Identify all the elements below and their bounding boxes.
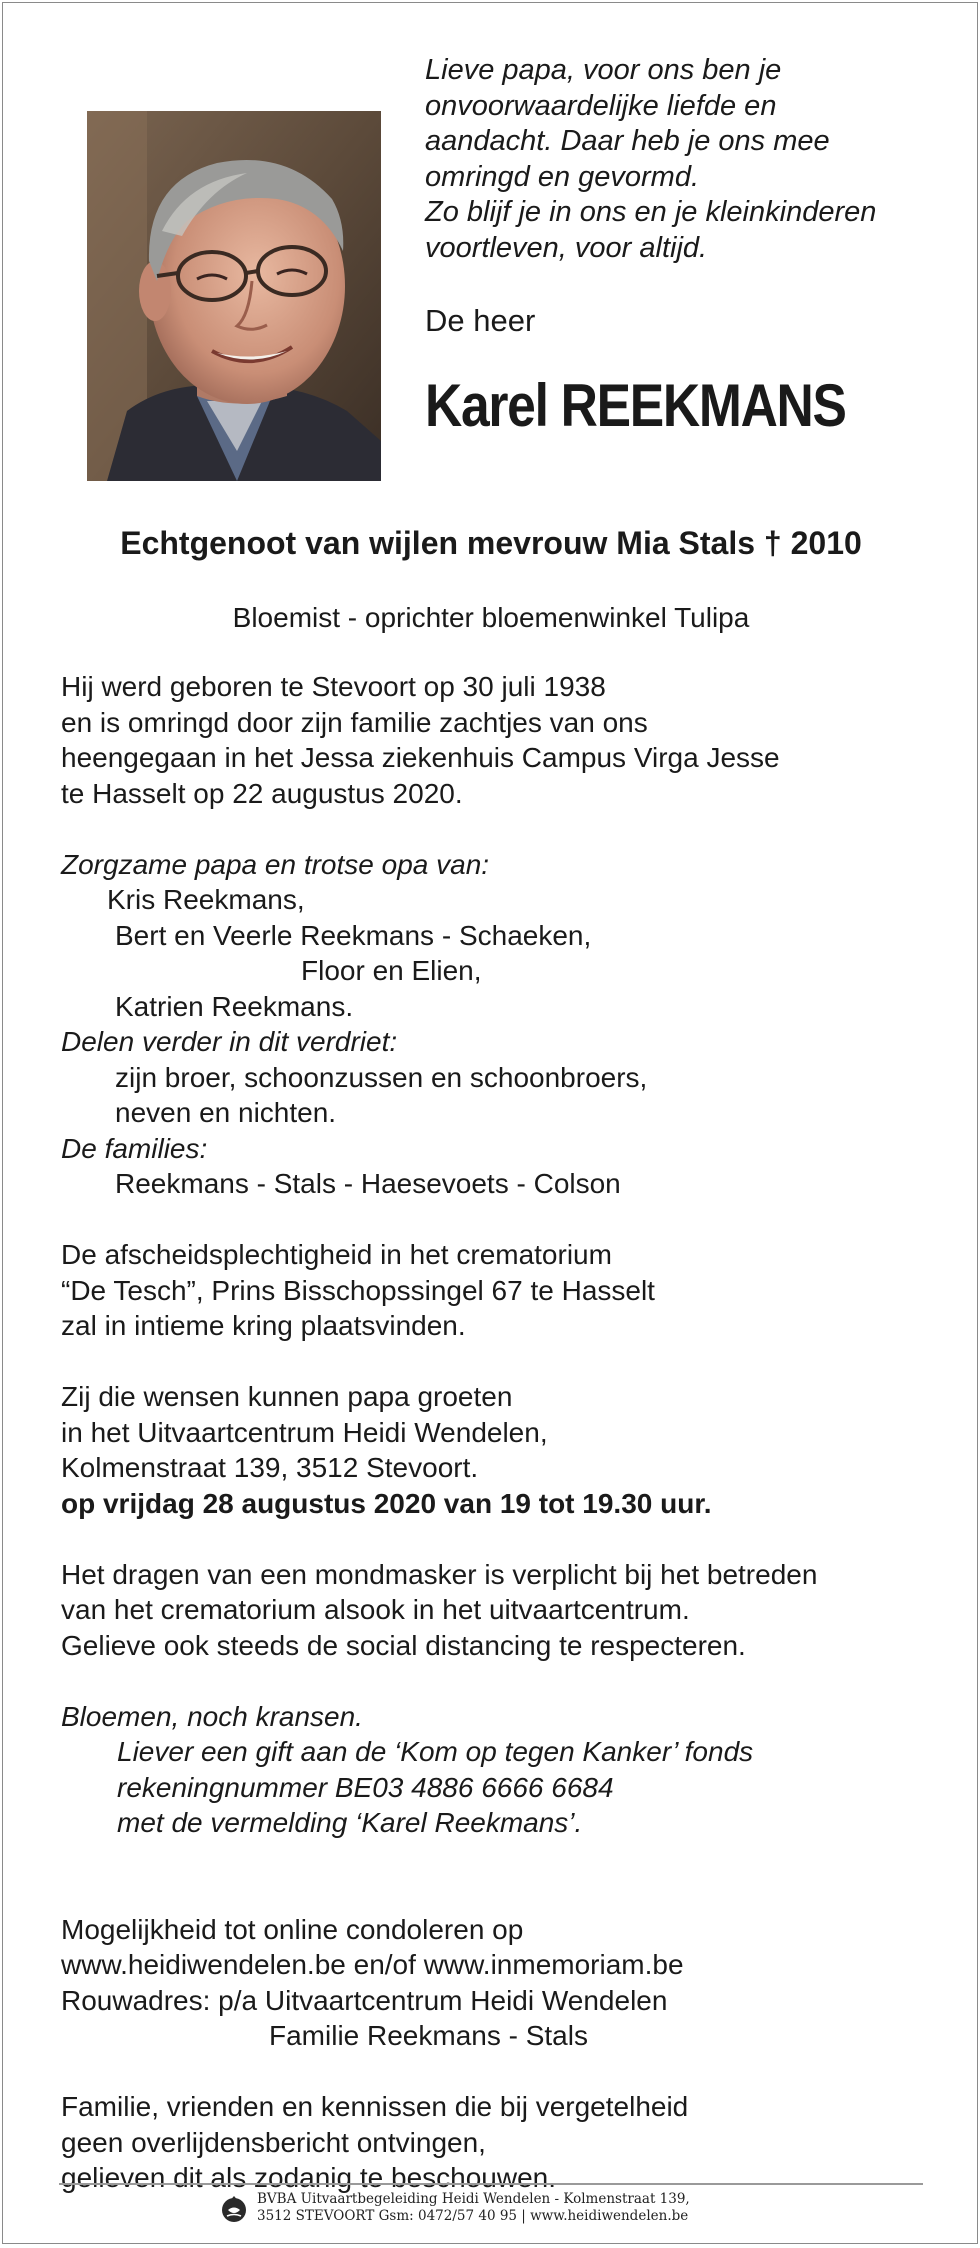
birth-line: heengegaan in het Jessa ziekenhuis Campus Virga Jesse — [61, 742, 780, 773]
mask-line: Gelieve ook steeds de social distancing te respecteren. — [61, 1629, 746, 1661]
footer-text — [257, 2191, 690, 2225]
child-line: Katrien Reekmans. — [115, 990, 354, 1022]
quote-line: voortleven, voor altijd. — [425, 231, 708, 264]
obituary-body — [61, 669, 941, 2196]
condolence-family: Familie Reekmans - Stals — [269, 2020, 588, 2051]
donation-line: rekeningnummer BE03 4886 6666 6684 — [117, 1771, 614, 1803]
funeral-home-footer — [219, 2191, 690, 2225]
memorial-quote — [425, 53, 945, 266]
birth-line: Hij werd geboren te Stevoort op 30 juli 1938 — [61, 671, 606, 702]
portrait-illustration — [87, 111, 381, 481]
salutation: De heer — [425, 303, 536, 338]
footer-divider — [59, 2183, 923, 2185]
condolence-line: Rouwadres: p/a Uitvaartcentrum Heidi Wendelen — [61, 1984, 668, 2016]
families-line: Reekmans - Stals - Haesevoets - Colson — [115, 1168, 621, 1199]
mask-line: Het dragen van een mondmasker is verplicht bij het betreden — [61, 1558, 818, 1590]
birth-line: en is omringd door zijn familie zachtjes van ons — [61, 706, 648, 738]
funeral-home-logo-icon — [219, 2192, 249, 2224]
ceremony-line: “De Tesch”, Prins Bisschopssingel 67 te Hasselt — [61, 1274, 655, 1306]
spouse-line: Echtgenoot van wijlen mevrouw Mia Stals † 2010 — [120, 525, 862, 561]
closing-line: gelieven dit als zodanig te beschouwen. — [61, 2162, 557, 2193]
children-heading: Zorgzame papa en trotse opa van: — [61, 848, 490, 880]
flowers-heading: Bloemen, noch kransen. — [61, 1700, 363, 1732]
share-line: zijn broer, schoonzussen en schoonbroers, — [115, 1061, 648, 1093]
quote-line: Lieve papa, voor ons ben je — [425, 54, 782, 86]
quote-line: omringd en gevormd. — [425, 160, 700, 193]
condolence-line: Mogelijkheid tot online condoleren op — [61, 1913, 524, 1945]
ceremony-line: De afscheidsplechtigheid in het crematorium — [61, 1239, 612, 1270]
child-line: Bert en Veerle Reekmans - Schaeken, — [115, 919, 592, 951]
footer-line: BVBA Uitvaartbegeleiding Heidi Wendelen - Kolmenstraat 139, — [257, 2191, 690, 2207]
quote-line: Zo blijf je in ons en je kleinkinderen — [425, 196, 877, 228]
visitation-time: op vrijdag 28 augustus 2020 van 19 tot 19.30 uur. — [61, 1487, 712, 1519]
visitation-line: Zij die wensen kunnen papa groeten — [61, 1381, 513, 1412]
quote-line: aandacht. Daar heb je ons mee — [425, 125, 830, 157]
mask-line: van het crematorium alsook in het uitvaartcentrum. — [61, 1594, 690, 1625]
share-heading: Delen verder in dit verdriet: — [61, 1026, 398, 1057]
visitation-line: Kolmenstraat 139, 3512 Stevoort. — [61, 1452, 479, 1483]
profession-line: Bloemist - oprichter bloemenwinkel Tulipa — [232, 602, 750, 633]
visitation-line: in het Uitvaartcentrum Heidi Wendelen, — [61, 1416, 548, 1448]
donation-line: met de vermelding ‘Karel Reekmans’. — [117, 1807, 583, 1838]
birth-line: te Hasselt op 22 augustus 2020. — [61, 777, 463, 809]
quote-line: onvoorwaardelijke liefde en — [425, 89, 777, 122]
condolence-line: www.heidiwendelen.be en/of www.inmemoriam.be — [61, 1949, 684, 1980]
obituary-card — [2, 2, 978, 2244]
ceremony-line: zal in intieme kring plaatsvinden. — [61, 1310, 466, 1341]
share-line: neven en nichten. — [115, 1097, 337, 1128]
child-line: Kris Reekmans, — [107, 884, 305, 915]
grandchildren-line: Floor en Elien, — [301, 955, 482, 986]
portrait-photo — [87, 111, 381, 481]
donation-line: Liever een gift aan de ‘Kom op tegen Kanker’ fonds — [117, 1736, 754, 1767]
footer-line: 3512 STEVOORT Gsm: 0472/57 40 95 | www.heidiwendelen.be — [257, 2208, 689, 2224]
deceased-name: Karel REEKMANS — [425, 372, 846, 439]
closing-line: Familie, vrienden en kennissen die bij vergetelheid — [61, 2091, 689, 2122]
closing-line: geen overlijdensbericht ontvingen, — [61, 2126, 486, 2158]
families-heading: De families: — [61, 1132, 208, 1164]
